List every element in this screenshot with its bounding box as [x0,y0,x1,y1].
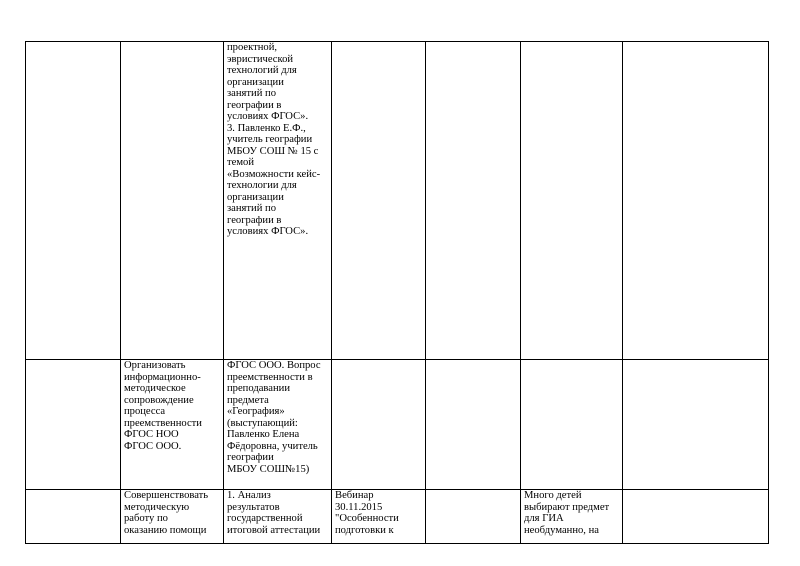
table-cell [26,490,121,544]
table-cell [426,360,521,490]
methodology-table [25,41,769,544]
table-cell [121,42,224,360]
table-row [26,360,769,490]
table-cell: Совершенствовать методическую работу по оказанию помощи [121,490,224,544]
table-cell [26,360,121,490]
table-cell [426,42,521,360]
table-cell [26,42,121,360]
table-row [26,490,769,544]
table-cell: Много детей выбирают предмет для ГИА необдуманно, на [521,490,623,544]
table-cell: проектной, эвристической технологий для организации занятий по географии в условиях ФГОС». 3. Павленко Е.Ф., учитель географии МБОУ СОШ № 15 с темой «Возможности кейс- технологии для организации занятий по географии в условиях ФГОС». [224,42,332,360]
table-row [26,42,769,360]
table-cell [623,490,769,544]
table-cell [623,360,769,490]
table-cell [426,490,521,544]
table-cell [332,42,426,360]
table-cell: ФГОС ООО. Вопрос преемственности в преподавании предмета «География» (выступающий: Павленко Елена Фёдоровна, учитель географии МБОУ СОШ№15) [224,360,332,490]
table-cell [623,42,769,360]
table-cell: Вебинар 30.11.2015 "Особенности подготовки к [332,490,426,544]
table-cell: 1. Анализ результатов государственной итоговой аттестации [224,490,332,544]
table-cell [521,360,623,490]
table-cell [521,42,623,360]
table-cell: Организовать информационно- методическое сопровождение процесса преемственности ФГОС НОО ФГОС ООО. [121,360,224,490]
table-cell [332,360,426,490]
